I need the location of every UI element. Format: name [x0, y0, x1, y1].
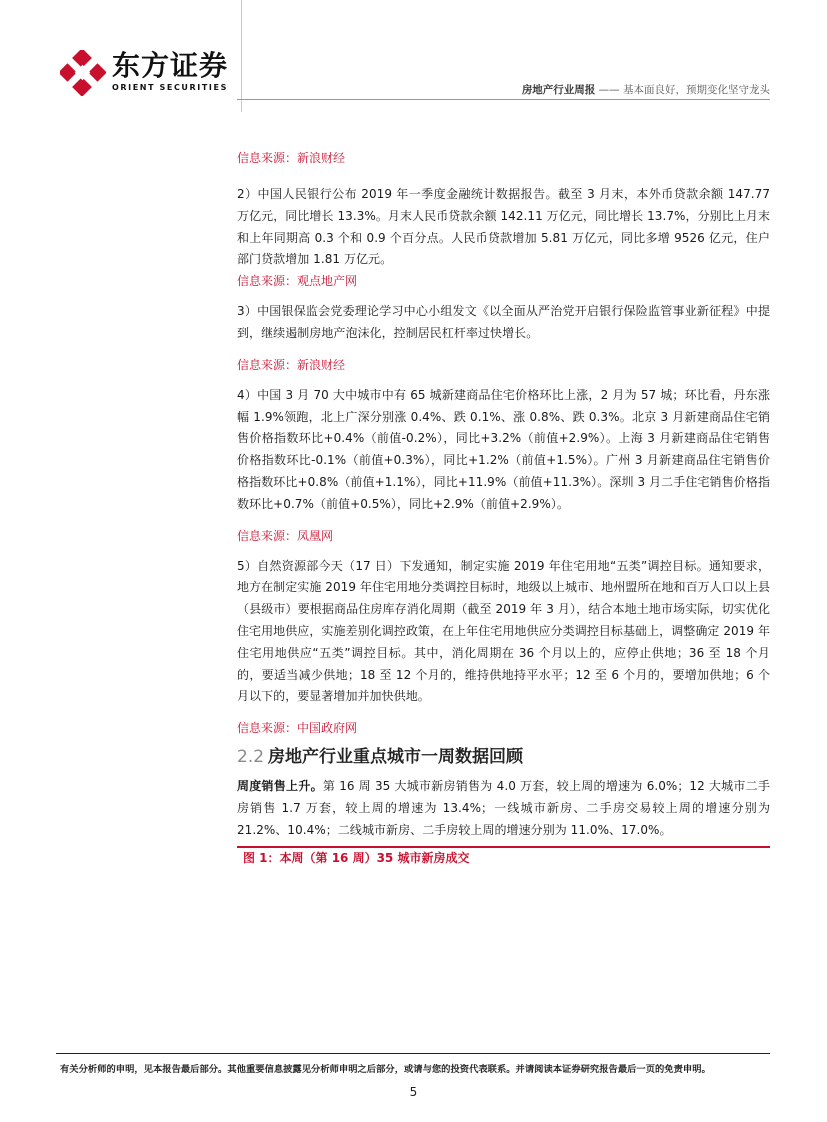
- news-item: 4）中国 3 月 70 大中城市中有 65 城新建商品住宅价格环比上涨，2 月为 57 城；环比看，丹东涨幅 1.9%领跑，北上广深分别涨 0.4%、跌 0.1%、涨 0.8%、跌 0.3%。北京 3 月新建商品住宅销售价格指数环比+0.4%（前值-0.2%），同比+3.2%（前值+2.9%）。上海 3 月新建商品住宅销售价格指数环比-0.1%（前值+0.3%），同比+1.2%（前值+1.5%）。广州 3 月新建商品住宅销售价格指数环比+0.8%（前值+1.1%），同比+11.9%（前值+11.3%）。深圳 3 月二手住宅销售价格指数环比+0.7%（前值+0.5%），同比+2.9%（前值+2.9%）。: [237, 387, 770, 511]
- news-list: [237, 148, 770, 738]
- header-divider-vertical: [241, 0, 242, 112]
- report-subtitle: 基本面良好，预期变化坚守龙头: [623, 84, 770, 96]
- news-source: 信息来源：观点地产网: [237, 274, 358, 289]
- logo-chinese-name: 东方证券: [112, 49, 229, 82]
- weekly-summary-text: 第 16 周 35 大城市新房销售为 4.0 万套，较上周的增速为 6.0%；12 大城市二手房销售 1.7 万套，较上周的增速为 13.4%；一线城市新房、二手房交易较上周的增速分别为 21.2%、10.4%；二线城市新房、二手房较上周的增速分别为 11.0%、17.0%。: [237, 779, 770, 837]
- footer-disclaimer: 有关分析师的申明，见本报告最后部分。其他重要信息披露见分析师申明之后部分，或请与您的投资代表联系。并请阅读本证券研究报告最后一页的免责申明。: [60, 1064, 711, 1075]
- header-rule: [237, 99, 770, 100]
- news-item: 5）自然资源部今天（17 日）下发通知，制定实施 2019 年住宅用地“五类”调控目标。通知要求，地方在制定实施 2019 年住宅用地分类调控目标时，地级以上城市、地州盟所在地和百万人口以上县（县级市）要根据商品住房库存消化周期（截至 2019 年 3 月），结合本地土地市场实际，切实优化住宅用地供应，实施差别化调控政策，在上年住宅用地供应分类调控目标基础上，调整确定 2019 年住宅用地供应“五类”调控目标。其中，消化周期在 36 个月以上的，应停止供地；36 至 18 个月的，要适当减少供地；18 至 12 个月的，维持供地持平水平；12 至 6 个月的，要增加供地；6 个月以下的，要显著增加并加快供地。: [237, 558, 770, 704]
- news-source: 信息来源：新浪财经: [237, 151, 346, 165]
- section-heading: [237, 742, 523, 767]
- orient-securities-logo-icon: [60, 50, 106, 96]
- logo-english-name: ORIENT SECURITIES: [112, 83, 228, 92]
- company-logo: [60, 50, 230, 100]
- news-source: 信息来源：凤凰网: [237, 528, 334, 543]
- section-title: 房地产行业重点城市一周数据回顾: [268, 747, 524, 767]
- page-number: 5: [409, 1085, 418, 1099]
- weekly-summary: [237, 776, 770, 841]
- news-source: 信息来源：新浪财经: [237, 357, 346, 372]
- report-header-title: [522, 82, 770, 97]
- news-item: 3）中国银保监会党委理论学习中心小组发文《以全面从严治党开启银行保险监管事业新征程》中提到，继续遏制房地产泡沫化，控制居民杠杆率过快增长。: [237, 304, 770, 340]
- footer-rule: [56, 1053, 770, 1054]
- report-name: 房地产行业周报: [521, 84, 596, 96]
- figure-caption: 图 1：本周（第 16 周）35 城市新房成交: [237, 846, 770, 866]
- news-source: 信息来源：中国政府网: [237, 721, 358, 736]
- section-number: 2.2: [237, 747, 265, 767]
- header-separator: ——: [595, 84, 623, 96]
- news-item: 2）中国人民银行公布 2019 年一季度金融统计数据报告。截至 3 月末，本外币贷款余额 147.77 万亿元，同比增长 13.3%。月末人民币贷款余额 142.11 万亿元，同比增长 13.7%，分别比上月末和上年同期高 0.3 个和 0.9 个百分点。人民币贷款增加 5.81 万亿元，同比多增 9526 亿元，住户部门贷款增加 1.81 万亿元。: [237, 187, 770, 267]
- weekly-summary-lead: 周度销售上升。: [237, 779, 323, 793]
